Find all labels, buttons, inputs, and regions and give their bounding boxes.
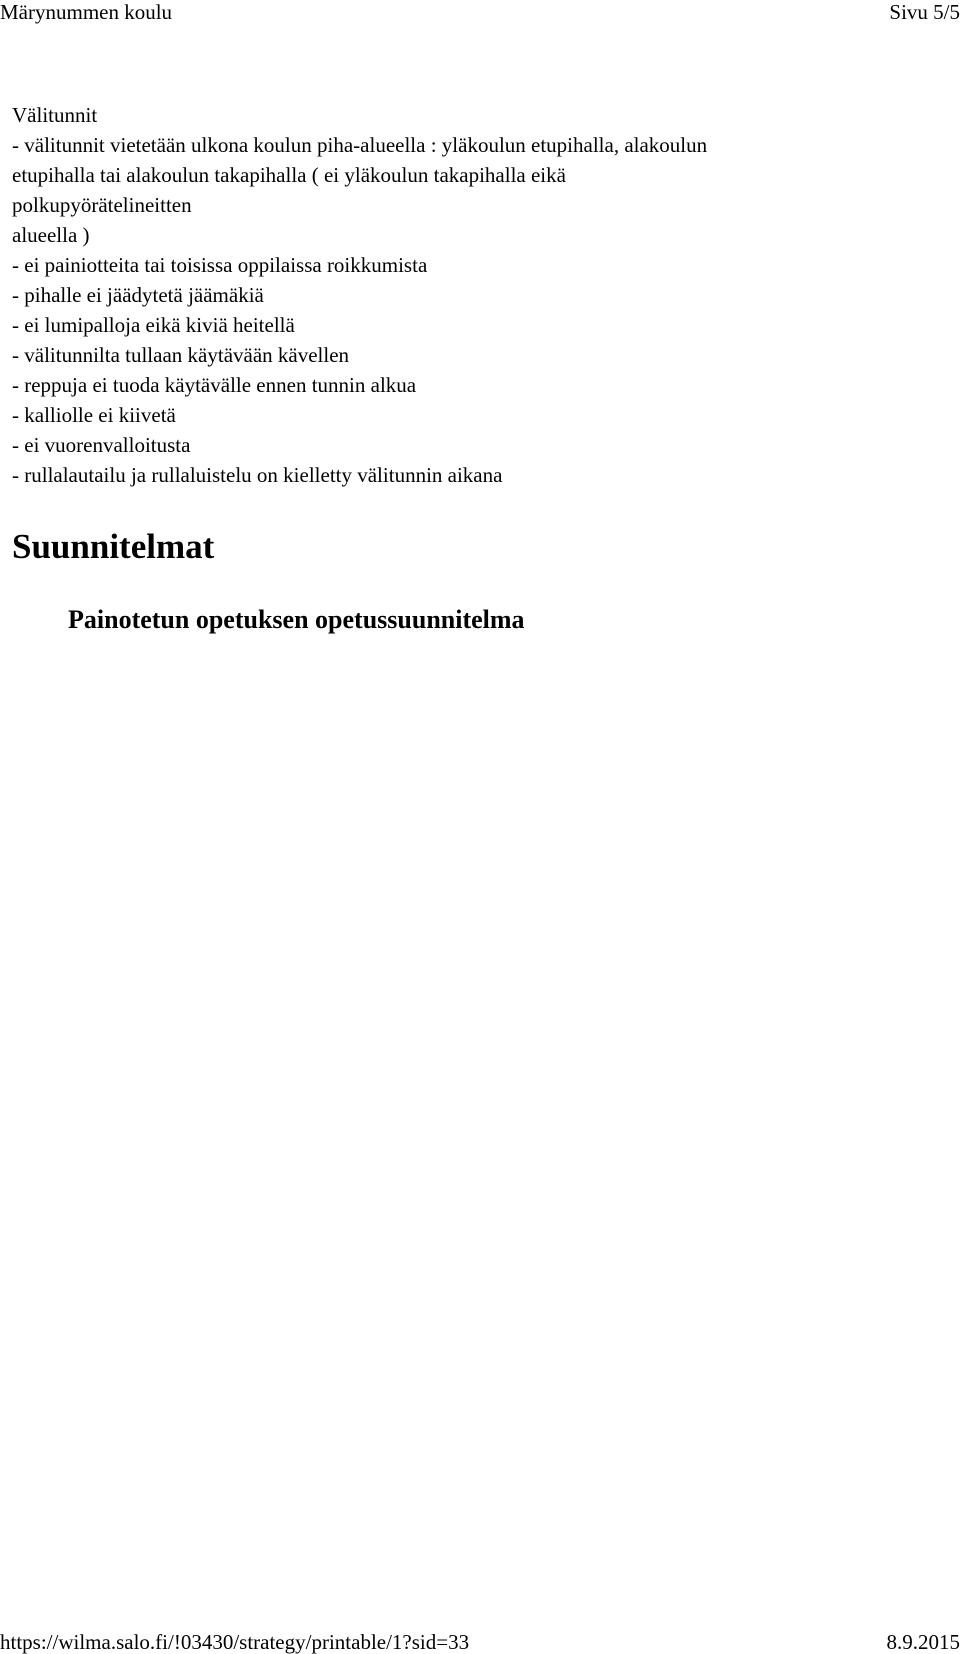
site-title: Märynummen koulu <box>0 0 173 24</box>
list-item: - rullalautailu ja rullaluistelu on kielletty välitunnin aikana <box>12 463 503 487</box>
section-valitunnit <box>12 100 942 490</box>
heading-suunnitelmat: Suunnitelmat <box>12 527 215 566</box>
list-item: - välitunnit vietetään ulkona koulun piha-alueella : yläkoulun etupihalla, alakoulun <box>12 133 708 157</box>
list-item: polkupyörätelineitten <box>12 193 192 217</box>
list-item: - ei vuorenvalloitusta <box>12 433 191 457</box>
heading-opetussuunnitelma: Painotetun opetuksen opetussuunnitelma <box>68 605 525 634</box>
list-item: - ei painiotteita tai toisissa oppilaissa roikkumista <box>12 253 428 277</box>
list-item: alueella ) <box>12 223 90 247</box>
list-item: - kalliolle ei kiivetä <box>12 403 176 427</box>
section-title: Välitunnit <box>12 103 98 127</box>
list-item: - välitunnilta tullaan käytävään kävellen <box>12 343 350 367</box>
list-item: etupihalla tai alakoulun takapihalla ( ei yläkoulun takapihalla eikä <box>12 163 566 187</box>
list-item: - pihalle ei jäädytetä jäämäkiä <box>12 283 264 307</box>
page-indicator: Sivu 5/5 <box>889 0 960 24</box>
rules-list <box>12 130 942 490</box>
footer-url: https://wilma.salo.fi/!03430/strategy/printable/1?sid=33 <box>0 1630 470 1654</box>
list-item: - ei lumipalloja eikä kiviä heitellä <box>12 313 295 337</box>
footer-date: 8.9.2015 <box>886 1630 960 1654</box>
list-item: - reppuja ei tuoda käytävälle ennen tunnin alkua <box>12 373 417 397</box>
